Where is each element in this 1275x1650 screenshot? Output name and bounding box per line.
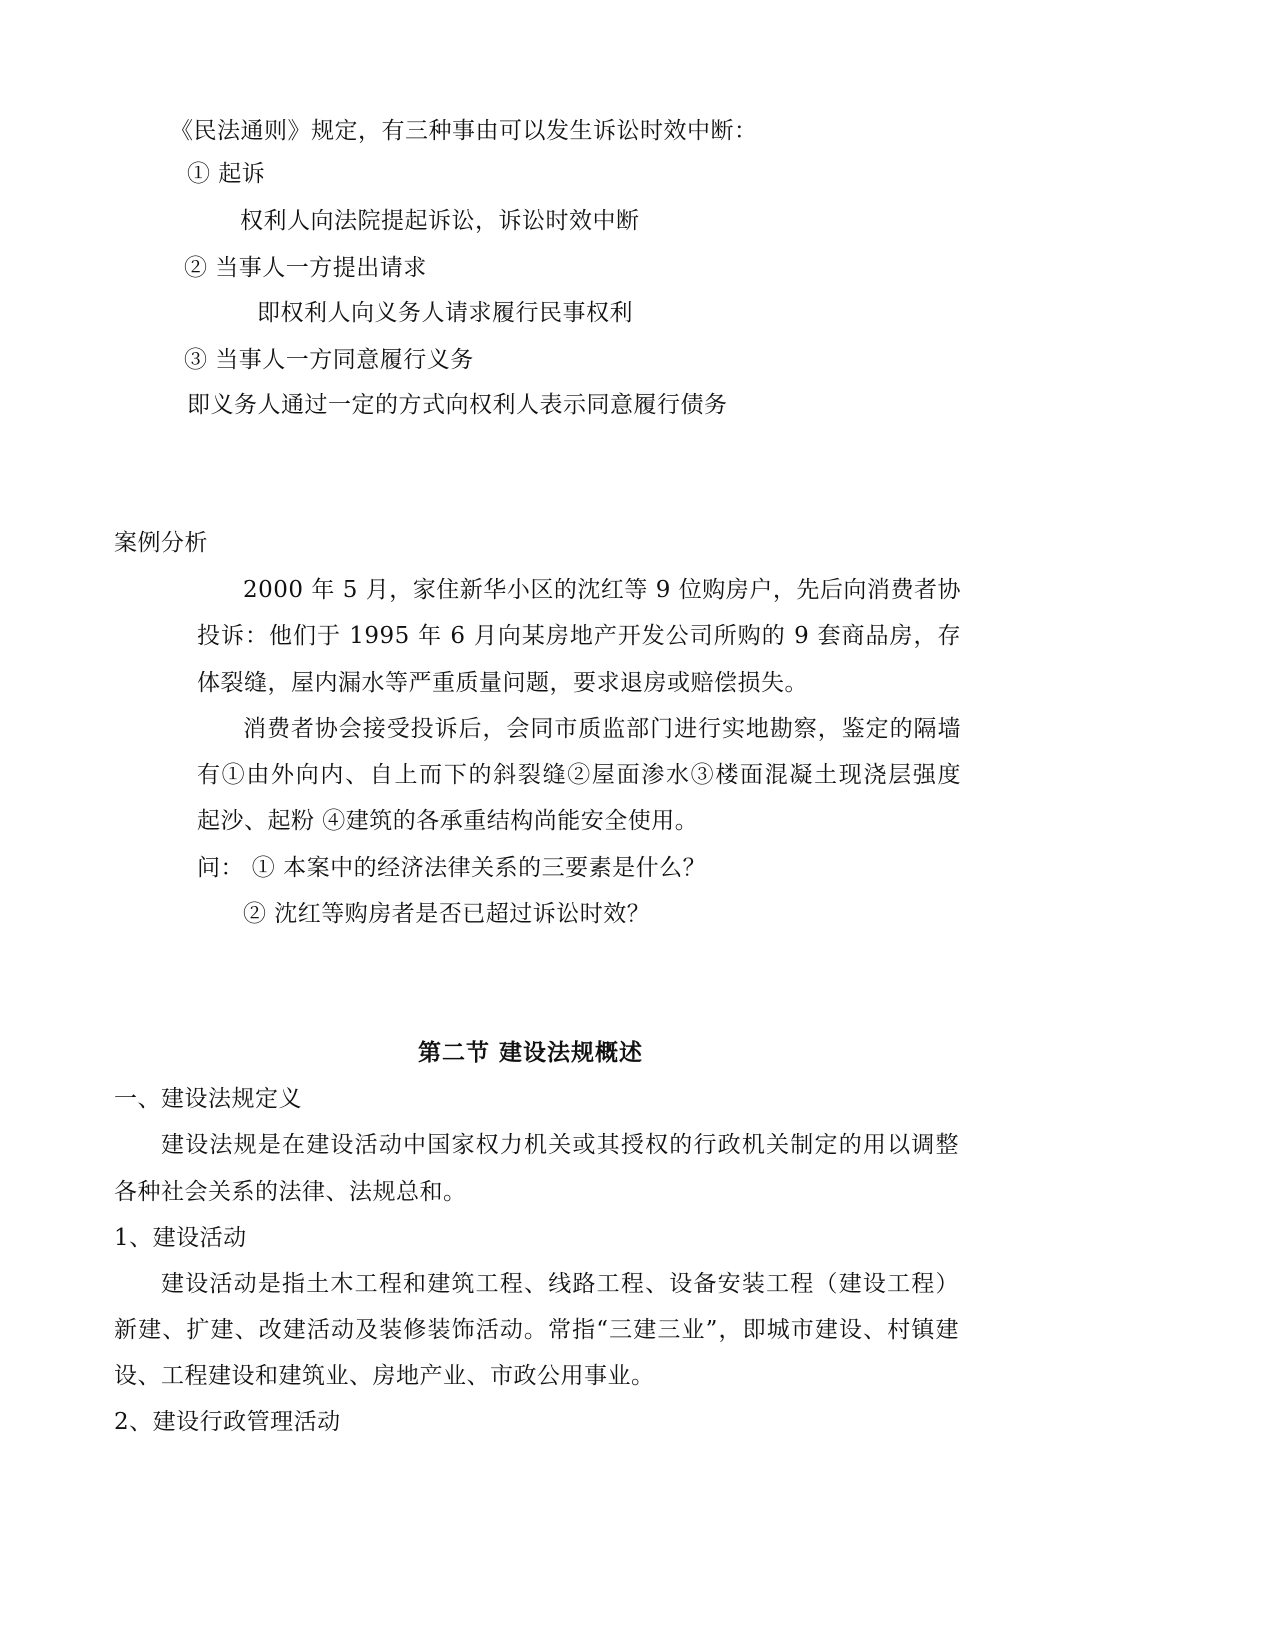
case-paragraph-1-line-3: 体裂缝，屋内漏水等严重质量问题，要求退房或赔偿损失。 bbox=[197, 670, 808, 696]
case-paragraph-1-line-2: 投诉：他们于 1995 年 6 月向某房地产开发公司所购的 9 套商品房，存 bbox=[197, 623, 961, 649]
case-paragraph-2-line-3: 起沙、起粉 ④建筑的各承重结构尚能安全使用。 bbox=[197, 808, 699, 834]
case-heading: 案例分析 bbox=[114, 530, 208, 556]
interruption-intro: 《民法通则》规定，有三种事由可以发生诉讼时效中断： bbox=[170, 118, 758, 144]
section-title: 第二节 建设法规概述 bbox=[418, 1040, 644, 1066]
item3-title: ③ 当事人一方同意履行义务 bbox=[184, 347, 474, 373]
activity-line-3: 设、工程建设和建筑业、房地产业、市政公用事业。 bbox=[114, 1363, 655, 1389]
subsection-1-1-heading: 1、建设活动 bbox=[114, 1225, 247, 1251]
item1-title: ① 起诉 bbox=[187, 161, 266, 187]
definition-line-1: 建设法规是在建设活动中国家权力机关或其授权的行政机关制定的用以调整 bbox=[161, 1132, 959, 1158]
activity-line-2: 新建、扩建、改建活动及装修装饰活动。常指“三建三业”，即城市建设、村镇建 bbox=[114, 1317, 959, 1343]
subsection-1-2-heading: 2、建设行政管理活动 bbox=[114, 1409, 341, 1435]
activity-line-1: 建设活动是指土木工程和建筑工程、线路工程、设备安装工程（建设工程） bbox=[161, 1271, 959, 1297]
item3-desc: 即义务人通过一定的方式向权利人表示同意履行债务 bbox=[187, 392, 728, 418]
case-question-1: 问： ① 本案中的经济法律关系的三要素是什么？ bbox=[197, 855, 707, 881]
definition-line-2: 各种社会关系的法律、法规总和。 bbox=[114, 1179, 467, 1205]
item2-title: ② 当事人一方提出请求 bbox=[184, 255, 427, 281]
case-paragraph-2-line-1: 消费者协会接受投诉后，会同市质监部门进行实地勘察，鉴定的隔墙 bbox=[243, 716, 961, 742]
item1-desc: 权利人向法院提起诉讼，诉讼时效中断 bbox=[240, 208, 640, 234]
case-paragraph-2-line-2: 有①由外向内、自上而下的斜裂缝②屋面渗水③楼面混凝土现浇层强度 bbox=[197, 762, 961, 788]
subsection-1-heading: 一、建设法规定义 bbox=[114, 1086, 302, 1112]
item2-desc: 即权利人向义务人请求履行民事权利 bbox=[257, 300, 633, 326]
case-paragraph-1-line-1: 2000 年 5 月，家住新华小区的沈红等 9 位购房户，先后向消费者协 bbox=[243, 577, 961, 603]
case-question-2: ② 沈红等购房者是否已超过诉讼时效？ bbox=[243, 901, 651, 927]
